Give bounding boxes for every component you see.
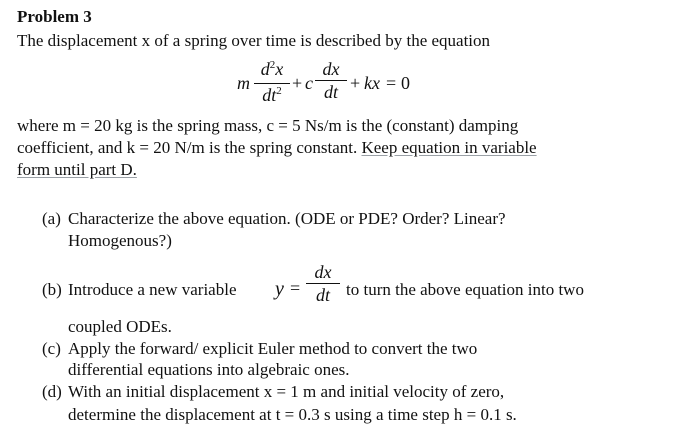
part-b-equals: = xyxy=(290,278,301,298)
part-c-line-1: Apply the forward/ explicit Euler method to convert the two xyxy=(68,339,478,358)
eq-d: d xyxy=(260,59,270,79)
eq-zero: 0 xyxy=(401,73,410,93)
part-c-line-2: differential equations into algebraic ones. xyxy=(68,360,350,379)
where-line-2 xyxy=(17,137,537,158)
where-line-2-text: coefficient, and k = 20 N/m is the spring constant. xyxy=(17,138,358,157)
eq-c: c xyxy=(305,73,313,93)
eq-x: x xyxy=(275,59,284,79)
part-c-label: (c) xyxy=(42,339,61,358)
part-a-line-1: Characterize the above equation. (ODE or PDE? Order? Linear? xyxy=(68,209,506,228)
eq-m: m xyxy=(237,73,250,93)
where-line-1: where m = 20 kg is the spring mass, c = 5 Ns/m is the (constant) damping xyxy=(17,116,519,135)
part-a-line-2: Homogenous?) xyxy=(68,231,172,250)
part-d-line-1: With an initial displacement x = 1 m and initial velocity of zero, xyxy=(68,382,505,401)
part-b-den: dt xyxy=(315,285,330,305)
eq-equals: = xyxy=(386,73,397,93)
eq-dt: dt xyxy=(262,85,277,105)
eq-sup: 2 xyxy=(269,59,276,71)
eq-dx: dx xyxy=(322,59,340,79)
problem-title: Problem 3 xyxy=(17,7,92,26)
eq-frac-d2x-dt2 xyxy=(254,59,290,108)
eq-sup-den: 2 xyxy=(276,85,282,97)
eq-dt-2: dt xyxy=(323,82,338,102)
keep-variable-note: Keep equation in variable xyxy=(361,138,537,157)
where-line-3: form until part D. xyxy=(17,160,137,179)
eq-frac-dx-dt xyxy=(315,59,347,102)
part-b-frac xyxy=(306,262,340,305)
part-b-num: dx xyxy=(314,262,332,282)
part-d-label: (d) xyxy=(42,382,62,401)
part-b-pre: Introduce a new variable xyxy=(68,280,237,299)
eq-plus-2: + xyxy=(350,73,361,93)
part-b-y: y xyxy=(275,278,284,300)
eq-kx: kx xyxy=(364,73,380,93)
part-a-label: (a) xyxy=(42,209,61,228)
part-d-line-2: determine the displacement at t = 0.3 s using a time step h = 0.1 s. xyxy=(68,405,517,424)
part-b-label: (b) xyxy=(42,280,62,299)
intro-text: The displacement x of a spring over time is described by the equation xyxy=(17,31,491,50)
part-b-post: to turn the above equation into two xyxy=(346,280,584,299)
part-b-line-2: coupled ODEs. xyxy=(68,317,172,336)
eq-plus-1: + xyxy=(292,73,303,93)
